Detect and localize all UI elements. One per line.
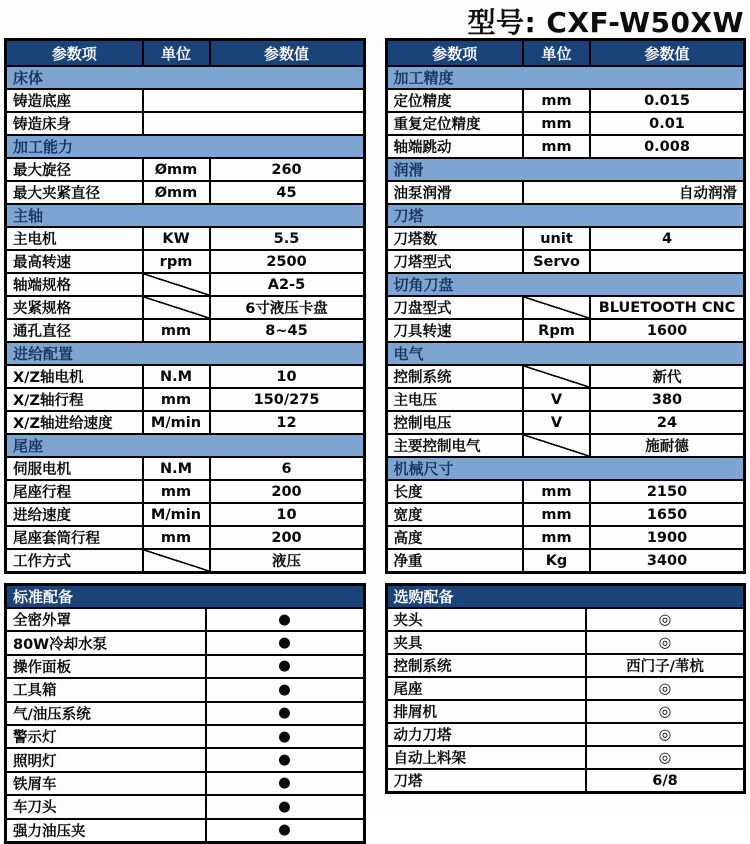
section-header: 润滑: [386, 158, 745, 181]
param-unit: mm: [523, 480, 590, 503]
param-value: 150/275: [210, 388, 365, 411]
spec-row: [6, 526, 365, 549]
slash-cell: [523, 365, 590, 388]
column-header: 参数项: [386, 40, 523, 67]
param-value: 5.5: [210, 227, 365, 250]
equipment-name: 刀塔: [386, 769, 586, 793]
slash-cell: [523, 434, 590, 457]
spec-row: [386, 480, 745, 503]
section-header: 加工能力: [6, 135, 365, 158]
param-value: 液压: [210, 549, 365, 573]
slash-cell: [143, 549, 210, 573]
spec-row: [6, 181, 365, 204]
param-unit: mm: [143, 388, 210, 411]
section-row: [386, 457, 745, 480]
equipment-name: 自动上料架: [386, 746, 586, 769]
equipment-row: [386, 677, 745, 700]
param-value: 新代: [590, 365, 745, 388]
param-unit: mm: [523, 112, 590, 135]
equipment-row: [6, 702, 365, 725]
param-value: 380: [590, 388, 745, 411]
equipment-name: 夹具: [386, 631, 586, 654]
spec-row: [6, 158, 365, 181]
equipment-name: 车刀头: [6, 795, 206, 818]
equipment-name: 气/油压系统: [6, 702, 206, 725]
param-name: 刀塔型式: [386, 250, 523, 273]
param-unit: N.M: [143, 457, 210, 480]
spec-row: [6, 89, 365, 112]
section-row: [386, 158, 745, 181]
param-value: 10: [210, 365, 365, 388]
param-value: BLUETOOTH CNC: [590, 296, 745, 319]
param-unit: mm: [523, 503, 590, 526]
param-name: 尾座行程: [6, 480, 143, 503]
param-name: X/Z轴行程: [6, 388, 143, 411]
param-value: 0.008: [590, 135, 745, 158]
param-name: 刀塔数: [386, 227, 523, 250]
spec-row: [6, 112, 365, 135]
equipment-name: 强力油压夹: [6, 819, 206, 843]
spec-row: [386, 388, 745, 411]
equipment-value: ◎: [586, 746, 745, 769]
equipment-value: ●: [206, 772, 365, 795]
section-row: [6, 342, 365, 365]
param-unit: mm: [143, 319, 210, 342]
param-unit: Ømm: [143, 158, 210, 181]
spec-row: [386, 112, 745, 135]
section-header: 机械尺寸: [386, 457, 745, 480]
equipment-value: 6/8: [586, 769, 745, 793]
equipment-row: [386, 723, 745, 746]
column-header: 参数项: [6, 40, 143, 67]
param-value: 0.015: [590, 89, 745, 112]
param-name: 高度: [386, 526, 523, 549]
param-name: 主电机: [6, 227, 143, 250]
equipment-name: 夹头: [386, 608, 586, 631]
equipment-row: [386, 654, 745, 677]
section-header: 进给配置: [6, 342, 365, 365]
equipment-name: 铁屑车: [6, 772, 206, 795]
spec-row: [386, 434, 745, 457]
spec-row: [6, 503, 365, 526]
param-name: 长度: [386, 480, 523, 503]
param-unit: Rpm: [523, 319, 590, 342]
spec-row: [6, 549, 365, 573]
param-name: 控制电压: [386, 411, 523, 434]
equipment-value: ●: [206, 678, 365, 701]
param-value: 6: [210, 457, 365, 480]
equipment-row: [6, 772, 365, 795]
param-unit: V: [523, 411, 590, 434]
section-header: 加工精度: [386, 66, 745, 89]
left-column: [4, 38, 366, 844]
equipment-row: [386, 608, 745, 631]
param-name: 刀具转速: [386, 319, 523, 342]
param-name: 主要控制电气: [386, 434, 523, 457]
spec-row: [386, 365, 745, 388]
param-unit: Ømm: [143, 181, 210, 204]
section-header: 床体: [6, 66, 365, 89]
equipment-value: 西门子/苇杭: [586, 654, 745, 677]
section-row: [6, 434, 365, 457]
spec-row: [386, 135, 745, 158]
equipment-header-row: [386, 585, 745, 609]
column-header-row: [386, 40, 745, 67]
spec-row: [6, 411, 365, 434]
equipment-name: 控制系统: [386, 654, 586, 677]
param-value: 12: [210, 411, 365, 434]
standard-equipment-table: [4, 583, 366, 844]
param-name: 进给速度: [6, 503, 143, 526]
param-value: 8~45: [210, 319, 365, 342]
spec-row: [386, 526, 745, 549]
spec-row: [386, 89, 745, 112]
param-unit: mm: [523, 135, 590, 158]
equipment-value: ●: [206, 631, 365, 654]
param-name: X/Z轴电机: [6, 365, 143, 388]
param-name: 主电压: [386, 388, 523, 411]
param-value: 200: [210, 480, 365, 503]
param-unit: mm: [523, 89, 590, 112]
equipment-value: ◎: [586, 723, 745, 746]
param-value: 1600: [590, 319, 745, 342]
param-unit: Kg: [523, 549, 590, 573]
param-unit: unit: [523, 227, 590, 250]
spec-row: [6, 250, 365, 273]
spec-row: [6, 227, 365, 250]
spec-row: [6, 457, 365, 480]
equipment-name: 80W冷却水泵: [6, 631, 206, 654]
param-name: 通孔直径: [6, 319, 143, 342]
param-name: 定位精度: [386, 89, 523, 112]
section-header: 主轴: [6, 204, 365, 227]
equipment-header: 选购配备: [386, 585, 745, 609]
column-header: 参数值: [210, 40, 365, 67]
param-unit: M/min: [143, 411, 210, 434]
param-name: 轴端跳动: [386, 135, 523, 158]
spec-row: [386, 319, 745, 342]
spec-row: [386, 181, 745, 204]
param-unit: V: [523, 388, 590, 411]
tables-area: [4, 38, 746, 844]
equipment-value: ●: [206, 819, 365, 843]
param-value: 3400: [590, 549, 745, 573]
equipment-row: [386, 631, 745, 654]
param-value: 自动润滑: [523, 181, 745, 204]
equipment-value: ◎: [586, 608, 745, 631]
param-value: [590, 250, 745, 273]
equipment-row: [6, 608, 365, 631]
slash-cell: [143, 296, 210, 319]
section-header: 刀塔: [386, 204, 745, 227]
equipment-row: [6, 678, 365, 701]
param-name: 最大夹紧直径: [6, 181, 143, 204]
spec-row: [6, 365, 365, 388]
section-row: [6, 66, 365, 89]
param-name: 刀盘型式: [386, 296, 523, 319]
equipment-value: ◎: [586, 631, 745, 654]
equipment-row: [6, 725, 365, 748]
spec-row: [386, 227, 745, 250]
equipment-row: [6, 795, 365, 818]
param-unit: M/min: [143, 503, 210, 526]
equipment-value: ●: [206, 608, 365, 631]
section-header: 切角刀盘: [386, 273, 745, 296]
param-value: 45: [210, 181, 365, 204]
section-row: [386, 66, 745, 89]
spec-row: [6, 388, 365, 411]
equipment-name: 工具箱: [6, 678, 206, 701]
param-value: 施耐德: [590, 434, 745, 457]
section-row: [6, 204, 365, 227]
spec-row: [386, 296, 745, 319]
param-value: 24: [590, 411, 745, 434]
equipment-header-row: [6, 585, 365, 609]
equipment-value: ◎: [586, 700, 745, 723]
param-name: 伺服电机: [6, 457, 143, 480]
param-value: 2500: [210, 250, 365, 273]
equipment-name: 操作面板: [6, 655, 206, 678]
param-name: 最高转速: [6, 250, 143, 273]
param-unit: mm: [143, 480, 210, 503]
equipment-name: 动力刀塔: [386, 723, 586, 746]
param-value: 6寸液压卡盘: [210, 296, 365, 319]
spec-row: [6, 480, 365, 503]
param-value: 260: [210, 158, 365, 181]
param-unit: mm: [523, 526, 590, 549]
equipment-row: [386, 700, 745, 723]
equipment-value: ●: [206, 725, 365, 748]
column-header: 参数值: [590, 40, 745, 67]
equipment-row: [386, 769, 745, 793]
param-unit: Servo: [523, 250, 590, 273]
equipment-row: [6, 631, 365, 654]
spec-row: [386, 503, 745, 526]
optional-equipment-table: [385, 583, 747, 794]
section-row: [6, 135, 365, 158]
equipment-name: 尾座: [386, 677, 586, 700]
equipment-value: ●: [206, 655, 365, 678]
param-value: [143, 112, 365, 135]
equipment-row: [6, 748, 365, 771]
spec-row: [6, 296, 365, 319]
equipment-value: ◎: [586, 677, 745, 700]
equipment-row: [6, 819, 365, 843]
right-spec-table: [385, 38, 747, 574]
right-column: [385, 38, 747, 844]
param-value: A2-5: [210, 273, 365, 296]
param-name: 铸造底座: [6, 89, 143, 112]
section-header: 电气: [386, 342, 745, 365]
equipment-header: 标准配备: [6, 585, 365, 609]
equipment-value: ●: [206, 795, 365, 818]
param-name: 油泵润滑: [386, 181, 523, 204]
param-name: 铸造床身: [6, 112, 143, 135]
spec-row: [6, 273, 365, 296]
slash-cell: [523, 296, 590, 319]
param-name: 工作方式: [6, 549, 143, 573]
slash-cell: [143, 273, 210, 296]
param-value: [143, 89, 365, 112]
spec-row: [386, 411, 745, 434]
section-header: 尾座: [6, 434, 365, 457]
equipment-name: 排屑机: [386, 700, 586, 723]
param-unit: mm: [143, 526, 210, 549]
param-unit: rpm: [143, 250, 210, 273]
param-value: 4: [590, 227, 745, 250]
column-header-row: [6, 40, 365, 67]
param-value: 0.01: [590, 112, 745, 135]
param-name: 宽度: [386, 503, 523, 526]
param-name: 轴端规格: [6, 273, 143, 296]
section-row: [386, 204, 745, 227]
equipment-name: 全密外罩: [6, 608, 206, 631]
param-value: 10: [210, 503, 365, 526]
param-name: 控制系统: [386, 365, 523, 388]
model-title: 型号: CXF-W50XW: [467, 6, 744, 39]
section-row: [386, 342, 745, 365]
param-name: 最大旋径: [6, 158, 143, 181]
equipment-row: [386, 746, 745, 769]
param-name: X/Z轴进给速度: [6, 411, 143, 434]
param-name: 尾座套筒行程: [6, 526, 143, 549]
left-spec-table: [4, 38, 366, 574]
equipment-name: 警示灯: [6, 725, 206, 748]
equipment-value: ●: [206, 748, 365, 771]
equipment-value: ●: [206, 702, 365, 725]
param-name: 重复定位精度: [386, 112, 523, 135]
param-value: 2150: [590, 480, 745, 503]
param-value: 200: [210, 526, 365, 549]
spec-row: [386, 549, 745, 573]
param-value: 1650: [590, 503, 745, 526]
param-unit: KW: [143, 227, 210, 250]
equipment-name: 照明灯: [6, 748, 206, 771]
column-header: 单位: [523, 40, 590, 67]
param-unit: N.M: [143, 365, 210, 388]
spec-row: [6, 319, 365, 342]
param-name: 净重: [386, 549, 523, 573]
param-value: 1900: [590, 526, 745, 549]
equipment-row: [6, 655, 365, 678]
section-row: [386, 273, 745, 296]
param-name: 夹紧规格: [6, 296, 143, 319]
column-header: 单位: [143, 40, 210, 67]
spec-row: [386, 250, 745, 273]
